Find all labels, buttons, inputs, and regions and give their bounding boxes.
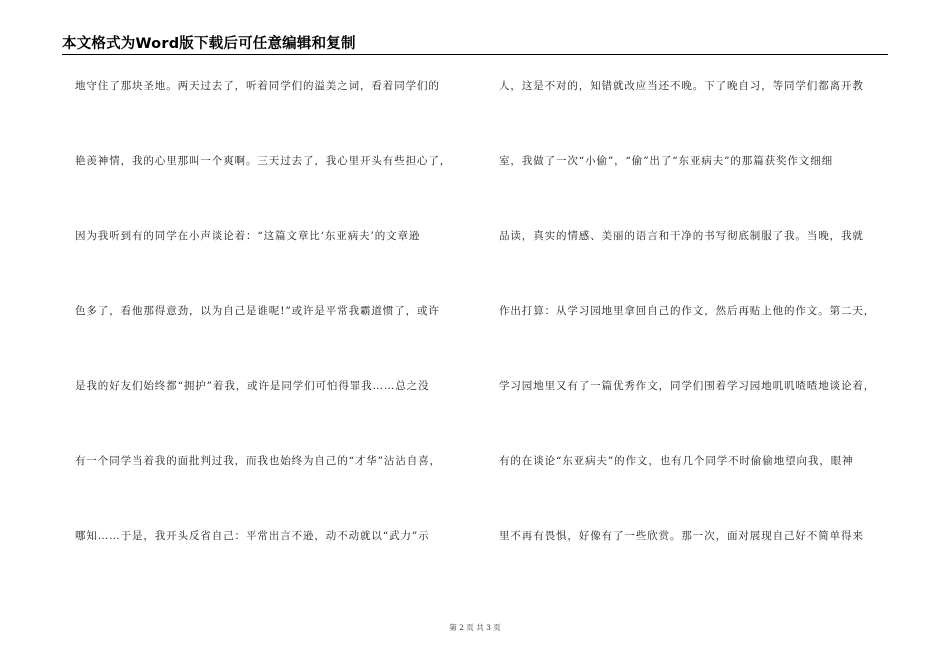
text-line: 艳羡神情，我的心里那叫一个爽啊。三天过去了，我心里开头有些担心了， (75, 155, 452, 167)
text-line: 里不再有畏惧，好像有了一些欣赏。那一次，面对展现自己好不简单得来 (499, 530, 864, 542)
text-line: 室，我做了一次“小偷”，“偷”出了“东亚病夫”的那篇获奖作文细细 (499, 155, 834, 167)
text-line: 有一个同学当着我的面批判过我，而我也始终为自己的“才华”沾沾自喜， (75, 455, 441, 467)
document-title: 本文格式为Word版下载后可任意编辑和复制 (62, 36, 356, 52)
text-line: 人，这是不对的，知错就改应当还不晚。下了晚自习，等同学们都离开教 (499, 80, 864, 92)
text-line: 学习园地里又有了一篇优秀作文，同学们围着学习园地叽叽喳喳地谈论着， (499, 380, 876, 392)
text-line: 哪知……于是，我开头反省自己：平常出言不逊，动不动就以“武力”示 (75, 530, 430, 542)
text-line: 品读，真实的情感、美丽的语言和干净的书写彻底制服了我。当晚，我就 (499, 230, 864, 242)
page-header (62, 30, 888, 55)
page-number: 第 2 页 共 3 页 (449, 623, 501, 632)
text-line: 因为我听到有的同学在小声谈论着：“这篇文章比‘东亚病夫’的文章逊 (75, 230, 421, 242)
text-line: 有的在谈论“东亚病夫”的作文，也有几个同学不时偷偷地望向我，眼神 (499, 455, 854, 467)
text-line: 是我的好友们始终都“拥护”着我，或许是同学们可怕得罪我……总之没 (75, 380, 430, 392)
text-line: 色多了，看他那得意劲，以为自己是谁呢!”或许是平常我霸道惯了，或许 (75, 305, 440, 317)
text-line: 作出打算：从学习园地里拿回自己的作文，然后再贴上他的作文。第二天， (499, 305, 876, 317)
text-line: 地守住了那块圣地。两天过去了，听着同学们的溢美之词，看着同学们的 (75, 80, 440, 92)
